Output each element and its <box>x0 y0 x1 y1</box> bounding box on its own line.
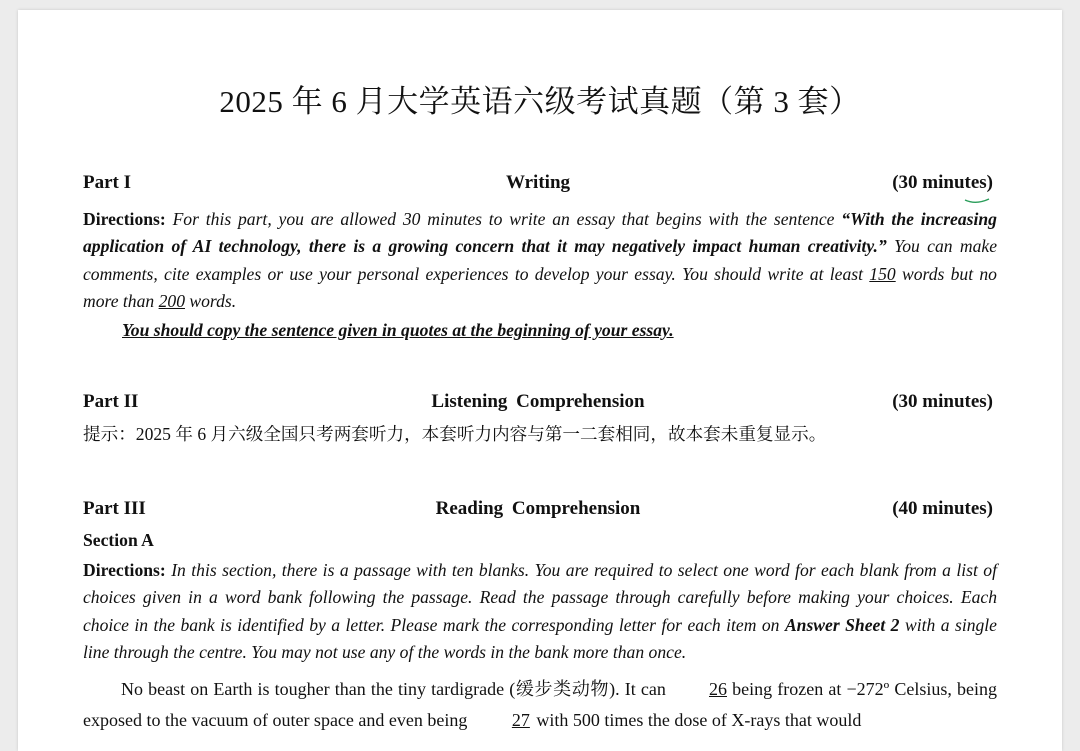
part3-time: (40 minutes) <box>892 498 993 519</box>
reading-passage <box>83 674 997 736</box>
part3-directions <box>83 557 997 666</box>
part1-max-words: 200 <box>158 290 185 311</box>
part1-time: (30 minutes) <box>892 172 993 193</box>
passage-text-2: being frozen at −272º Celsius, being exposed to the vacuum of outer space and even being <box>83 679 997 730</box>
part2-header <box>83 391 993 417</box>
part1-instruction: You should copy the sentence given in quotes at the beginning of your essay. <box>122 320 674 340</box>
part1-directions-quote: “With the increasing application of AI technology, there is a growing concern that it may negatively impact human creativity.” <box>83 209 997 257</box>
part1-directions-label: Directions: <box>83 209 166 229</box>
section-a-heading: Section A <box>83 530 154 550</box>
part2-note: 提示：2025 年 6 月六级全国只考两套听力，本套听力内容与第一二套相同，故本套未重复显示。 <box>83 424 827 444</box>
answer-sheet-label: Answer Sheet 2 <box>784 614 900 635</box>
passage-text-3: with 500 times the dose of X-rays that would <box>536 710 862 730</box>
part1-directions <box>83 206 997 315</box>
part1-directions-text-2: You can make comments, cite examples or use your personal experiences to develop your essay. You should write at least <box>83 236 998 284</box>
part3-header <box>83 498 993 524</box>
pen-annotation-mark <box>962 196 992 206</box>
part3-directions-label: Directions: <box>83 560 166 580</box>
passage-text-1: No beast on Earth is tougher than the tiny tardigrade (缓步类动物). It can <box>121 679 666 699</box>
document-page <box>18 10 1062 751</box>
page-title: 2025 年 6 月大学英语六级考试真题（第 3 套） <box>219 84 861 119</box>
part2-label: Part II <box>83 391 139 412</box>
part1-header <box>83 172 993 198</box>
blank-26: 26 <box>708 679 727 699</box>
blank-27: 27 <box>511 710 530 730</box>
part1-name: Writing <box>505 172 571 193</box>
part1-min-words: 150 <box>869 263 896 284</box>
part1-directions-text-1: For this part, you are allowed 30 minutes to write an essay that begins with the sentence <box>172 209 835 229</box>
part3-directions-text-1: In this section, there is a passage with ten blanks. You are required to select one word for each blank from a list of choices given in a word bank following the passage. Read the passage through carefully before making your choices. Each choice in the bank is identified by a letter. Please mark the corresponding letter for each item on <box>83 560 997 635</box>
part2-name: Listening Comprehension <box>431 391 645 412</box>
part1-directions-text-4: words. <box>189 290 237 311</box>
part1-directions-text-3: words but no more than <box>83 263 997 311</box>
part3-label: Part III <box>83 498 146 519</box>
part2-time: (30 minutes) <box>892 391 993 412</box>
part3-name: Reading Comprehension <box>435 498 641 519</box>
part1-label: Part I <box>83 172 132 193</box>
part3-directions-text-2: with a single line through the centre. You may not use any of the words in the bank more than once. <box>83 614 997 662</box>
